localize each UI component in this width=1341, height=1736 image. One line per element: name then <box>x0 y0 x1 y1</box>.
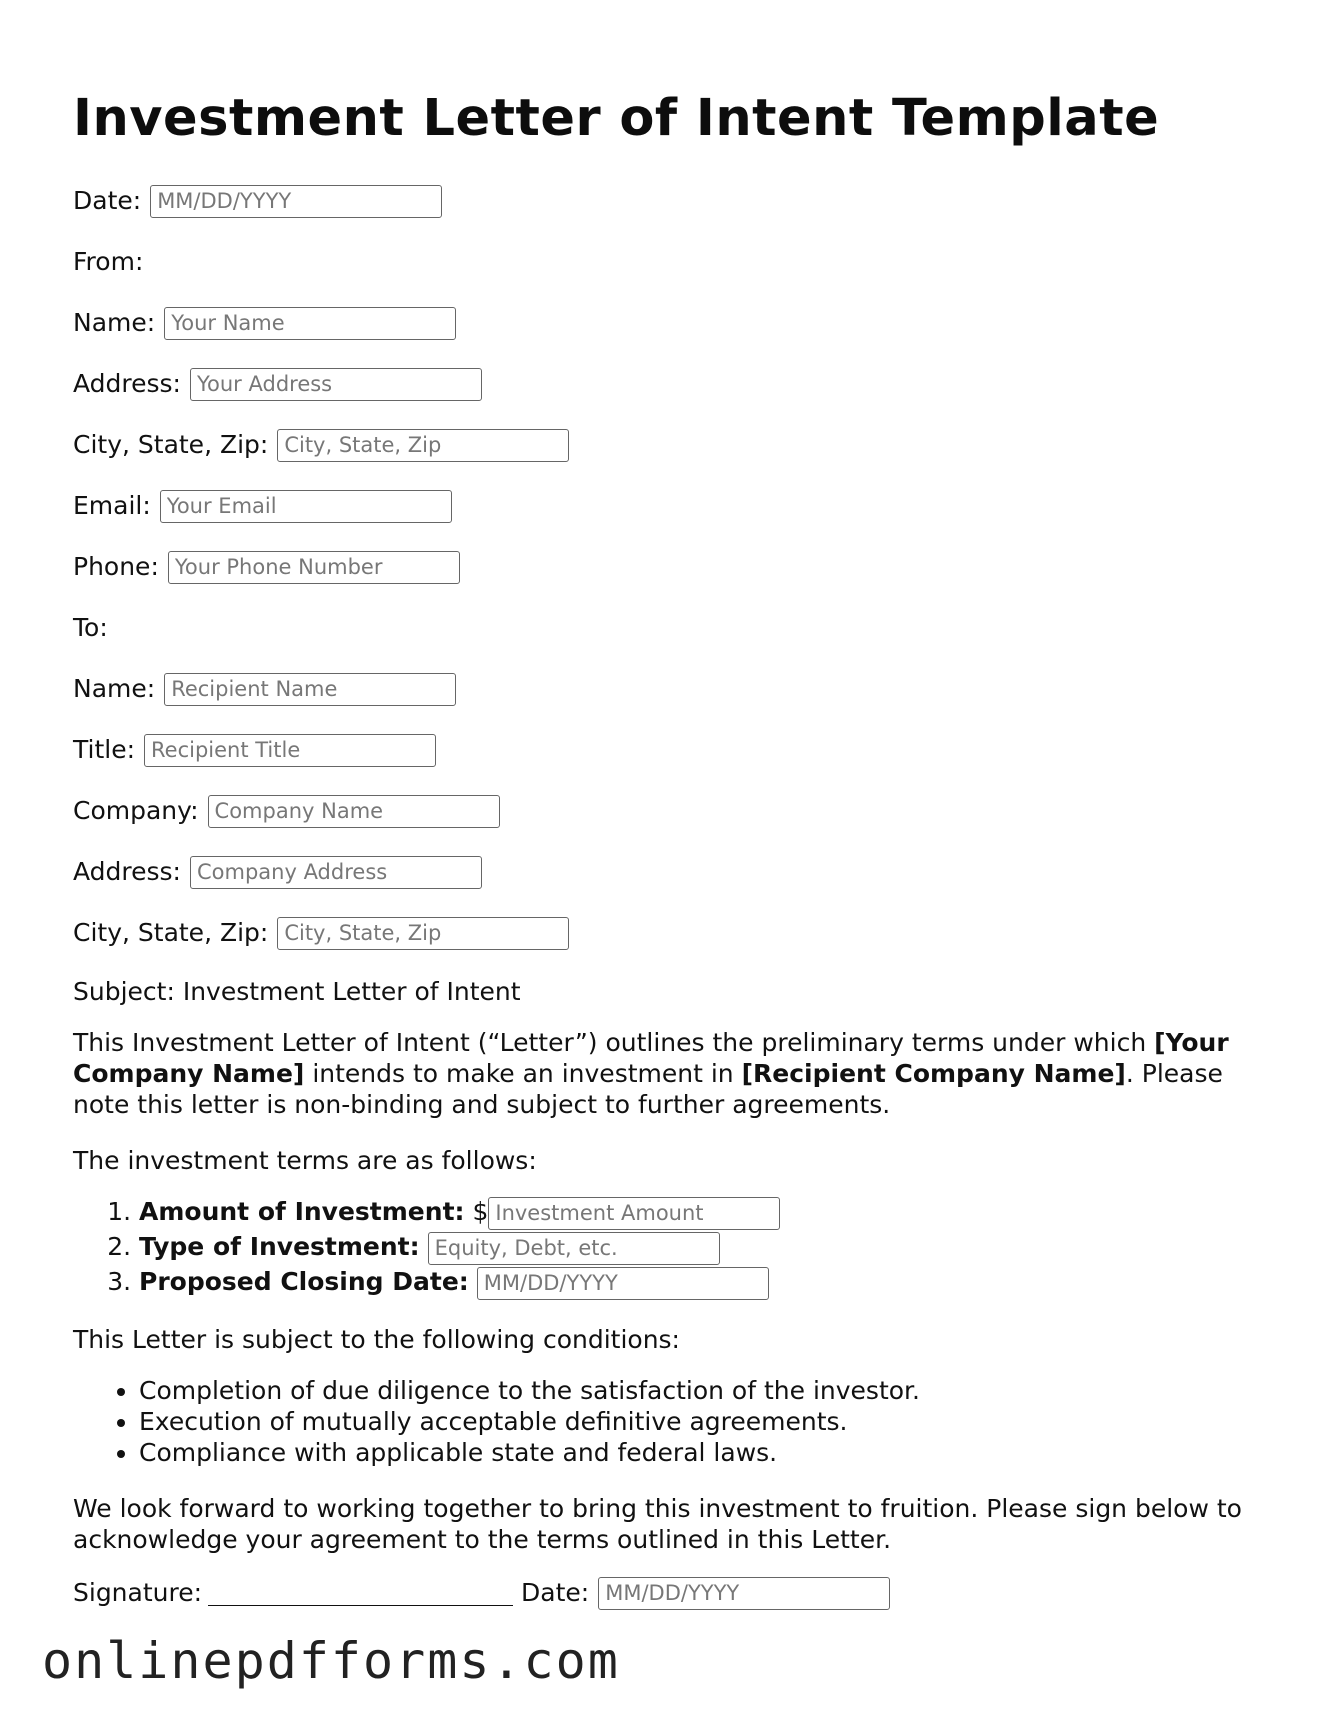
date-input[interactable] <box>150 185 442 218</box>
from-name-label: Name: <box>73 308 156 338</box>
from-phone-input[interactable] <box>168 551 460 584</box>
term-closing-label: Proposed Closing Date: <box>139 1267 469 1297</box>
from-city-label: City, State, Zip: <box>73 430 269 460</box>
closing-paragraph: We look forward to working together to bring this investment to fruition. Please sign below to acknowledge your agreement to the terms outlined in this Letter. <box>73 1494 1242 1555</box>
terms-intro: The investment terms are as follows: <box>73 1146 537 1176</box>
to-city-label: City, State, Zip: <box>73 918 269 948</box>
to-name-label: Name: <box>73 674 156 704</box>
intro-text-1: This Investment Letter of Intent (“Letter”) outlines the preliminary terms under which <box>73 1028 1155 1058</box>
recipient-company-placeholder: [Recipient Company Name] <box>741 1059 1126 1089</box>
from-address-row <box>73 366 1273 402</box>
terms-list <box>73 1194 1273 1299</box>
to-title-row <box>73 732 1273 768</box>
to-address-label: Address: <box>73 857 181 887</box>
page-title: Investment Letter of Intent Template <box>73 89 1160 148</box>
to-heading: To: <box>73 613 108 643</box>
to-city-input[interactable] <box>277 917 569 950</box>
conditions-intro: This Letter is subject to the following conditions: <box>73 1325 680 1355</box>
from-phone-row <box>73 549 1273 585</box>
investment-type-input[interactable] <box>428 1232 720 1265</box>
condition-item: • Compliance with applicable state and federal laws. <box>139 1437 1273 1468</box>
to-address-input[interactable] <box>190 856 482 889</box>
to-city-row <box>73 915 1273 951</box>
to-company-input[interactable] <box>208 795 500 828</box>
term-amount-label: Amount of Investment: <box>139 1197 465 1227</box>
from-name-row <box>73 305 1273 341</box>
intro-text-2: intends to make an investment in <box>304 1059 742 1089</box>
signature-date-label: Date: <box>521 1578 590 1608</box>
to-heading-row <box>73 610 1273 646</box>
condition-item: • Execution of mutually acceptable definitive agreements. <box>139 1406 1273 1437</box>
closing-date-input[interactable] <box>477 1267 769 1300</box>
from-address-input[interactable] <box>190 368 482 401</box>
from-phone-label: Phone: <box>73 552 159 582</box>
from-email-row <box>73 488 1273 524</box>
from-heading-row <box>73 244 1273 280</box>
term-amount <box>139 1194 1273 1229</box>
from-address-label: Address: <box>73 369 181 399</box>
subject-line: Subject: Investment Letter of Intent <box>73 977 521 1007</box>
intro-text-3: . Please note this letter is non-binding and subject to further agreements. <box>73 1059 1223 1120</box>
term-type <box>139 1229 1273 1264</box>
signature-row <box>73 1575 1273 1611</box>
to-company-row <box>73 793 1273 829</box>
signature-date-input[interactable] <box>598 1577 890 1610</box>
term-closing <box>139 1264 1273 1299</box>
intro-paragraph <box>73 1027 1273 1120</box>
from-city-input[interactable] <box>277 429 569 462</box>
conditions-list <box>73 1375 1273 1468</box>
signature-label: Signature: <box>73 1578 203 1608</box>
to-title-input[interactable] <box>144 734 436 767</box>
to-name-row <box>73 671 1273 707</box>
term-type-label: Type of Investment: <box>139 1232 420 1262</box>
from-heading: From: <box>73 247 144 277</box>
to-company-label: Company: <box>73 796 199 826</box>
date-label: Date: <box>73 186 142 216</box>
investment-amount-input[interactable] <box>488 1197 780 1230</box>
condition-item: • Completion of due diligence to the satisfaction of the investor. <box>139 1375 1273 1406</box>
from-city-row <box>73 427 1273 463</box>
watermark-logo: onlinepdfforms.com <box>42 1632 620 1690</box>
letter-page <box>73 88 1273 1636</box>
to-title-label: Title: <box>73 735 135 765</box>
from-email-label: Email: <box>73 491 151 521</box>
to-address-row <box>73 854 1273 890</box>
date-row <box>73 183 1273 219</box>
from-name-input[interactable] <box>164 307 456 340</box>
dollar-sign: $ <box>464 1197 489 1227</box>
your-company-placeholder: [Your Company Name] <box>73 1028 1229 1089</box>
signature-line[interactable] <box>208 1581 513 1606</box>
from-email-input[interactable] <box>160 490 452 523</box>
to-name-input[interactable] <box>164 673 456 706</box>
